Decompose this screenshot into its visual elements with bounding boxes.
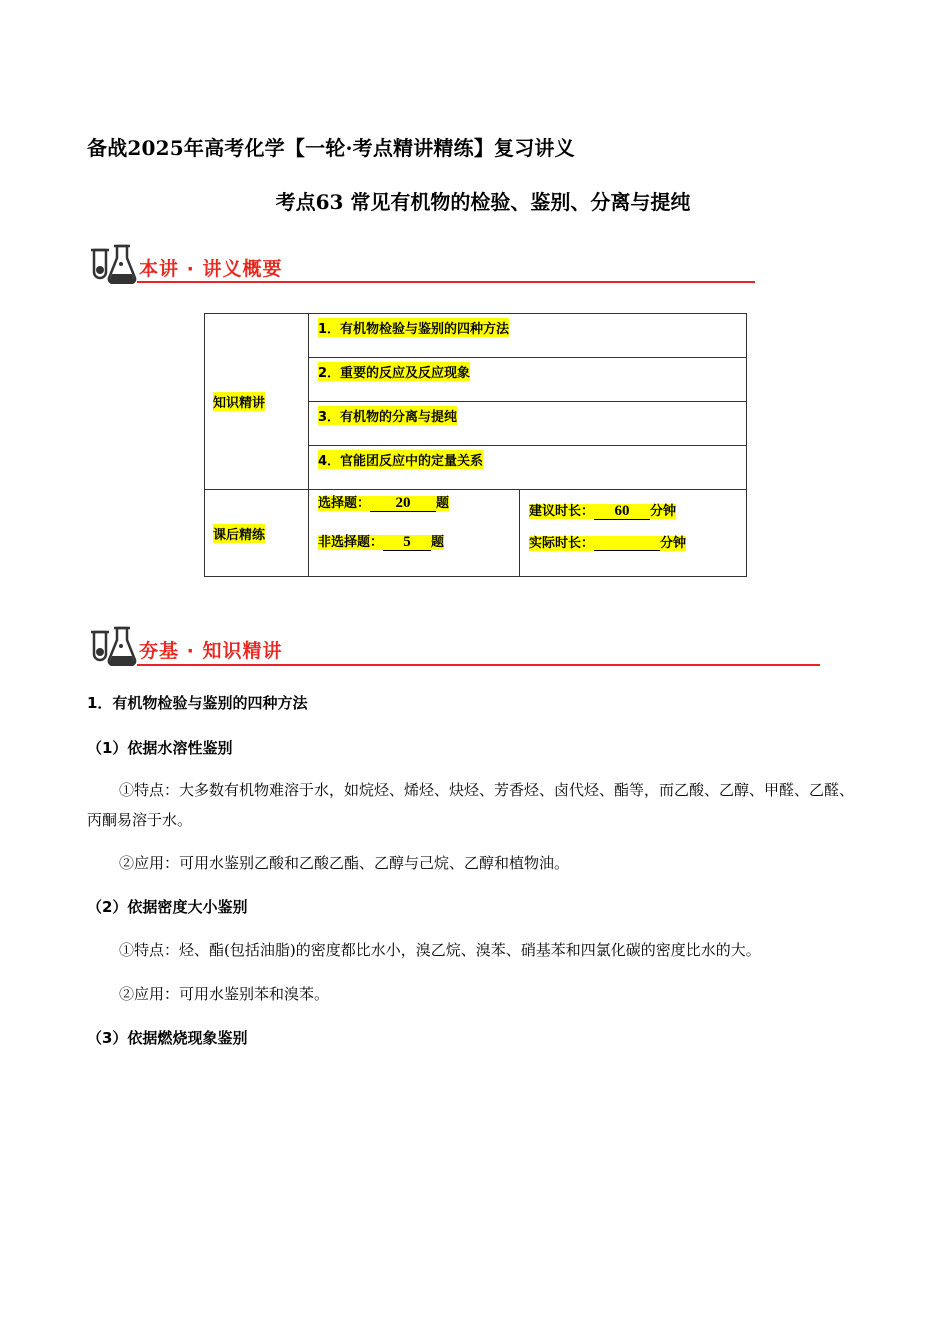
subheading-density: （2）依据密度大小鉴别 [87, 898, 248, 916]
knowledge-item-text: 2．重要的反应及反应现象 [318, 362, 470, 381]
lab-flask-icon [87, 622, 137, 666]
subheading-solubility: （1）依据水溶性鉴别 [87, 739, 233, 757]
practice-label: 课后精练 [213, 524, 265, 543]
paragraph-density-application: ②应用：可用水鉴别苯和溴苯。 [119, 985, 330, 1003]
actual-time-input[interactable] [594, 534, 660, 551]
section-title-overview: 本讲 · 讲义概要 [139, 258, 283, 280]
unit-label: 分钟 [660, 536, 687, 551]
nonmc-count-value: 5 [383, 534, 431, 551]
practice-label-cell [205, 490, 309, 577]
paragraph-solubility-application: ②应用：可用水鉴别乙酸和乙酸乙酯、乙醇与己烷、乙醇和植物油。 [119, 854, 570, 872]
suggested-time-label: 建议时长： [529, 504, 595, 519]
lab-flask-icon [87, 240, 137, 284]
actual-time-label: 实际时长： [529, 536, 595, 551]
knowledge-item [309, 446, 747, 490]
knowledge-item-text: 1．有机物检验与鉴别的四种方法 [318, 318, 509, 337]
mc-label: 选择题： [318, 496, 371, 511]
unit-label: 题 [436, 496, 450, 511]
section-divider [137, 281, 755, 283]
topic-title-text: 考点63 常见有机物的检验、鉴别、分离与提纯 [275, 190, 691, 214]
subheading-combustion: （3）依据燃烧现象鉴别 [87, 1029, 248, 1047]
nonmc-label: 非选择题： [318, 535, 384, 550]
time-cell [520, 490, 747, 577]
unit-label: 分钟 [650, 504, 677, 519]
knowledge-label: 知识精讲 [213, 392, 265, 411]
section-header-knowledge [87, 622, 822, 666]
topic-title [0, 186, 950, 215]
actual-time-line [529, 532, 746, 551]
section-divider [137, 664, 820, 666]
knowledge-item [309, 358, 747, 402]
knowledge-label-cell [205, 314, 309, 490]
knowledge-item [309, 402, 747, 446]
unit-label: 题 [431, 535, 445, 550]
suggested-time-line [529, 500, 746, 520]
paragraph-solubility-features: ①特点：大多数有机物难溶于水，如烷烃、烯烃、炔烃、芳香烃、卤代烃、酯等，而乙酸、乙醇、甲醛、乙醛、丙酮易溶于水。 [87, 781, 855, 829]
knowledge-item-text: 4．官能团反应中的定量关系 [318, 450, 483, 469]
knowledge-item [309, 314, 747, 358]
mc-count-value: 20 [370, 495, 436, 512]
nonmc-count-line [318, 531, 519, 551]
heading-four-methods: 1．有机物检验与鉴别的四种方法 [87, 694, 308, 712]
knowledge-item-text: 3．有机物的分离与提纯 [318, 406, 457, 425]
suggested-time-value: 60 [594, 503, 650, 520]
paragraph-density-features: ①特点：烃、酯(包括油脂)的密度都比水小，溴乙烷、溴苯、硝基苯和四氯化碳的密度比水的大。 [119, 941, 761, 959]
section-header-overview [87, 240, 757, 284]
question-count-cell [309, 490, 520, 577]
overview-table [204, 313, 747, 577]
mc-count-line [318, 492, 519, 512]
document-title: 备战2025年高考化学【一轮·考点精讲精练】复习讲义 [87, 136, 575, 160]
section-title-knowledge: 夯基 · 知识精讲 [139, 640, 283, 662]
